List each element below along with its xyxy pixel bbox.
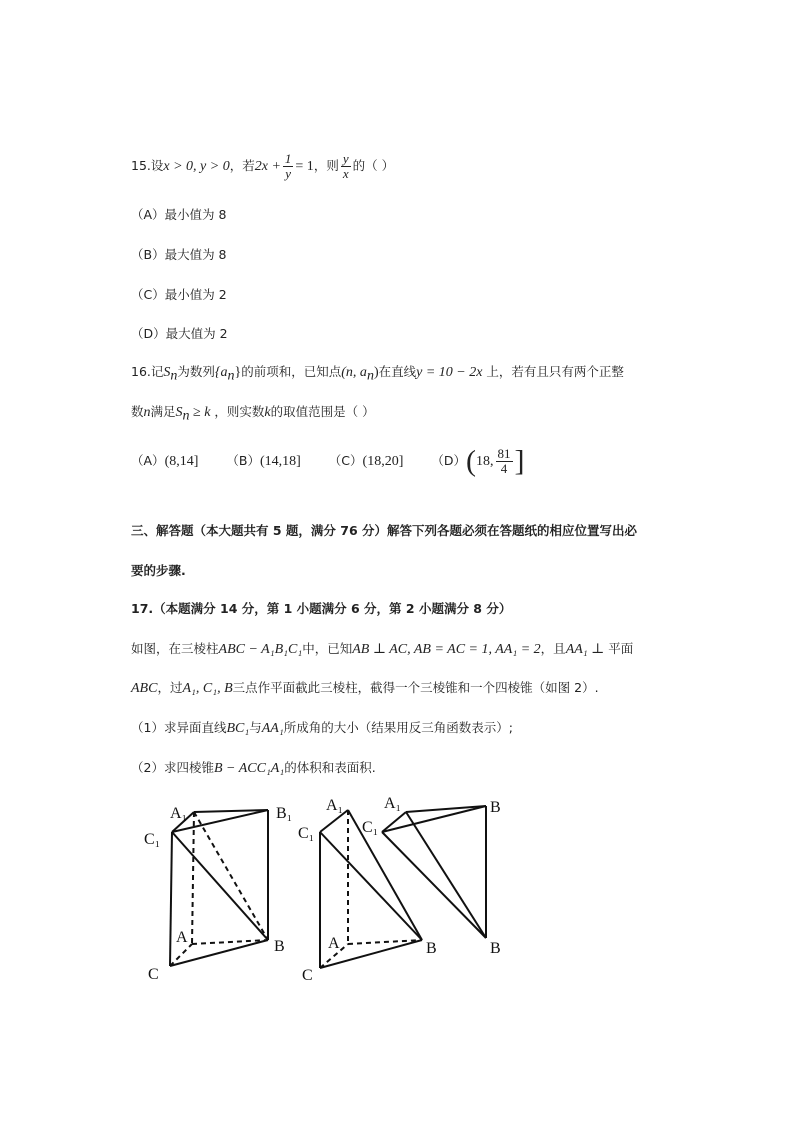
q15-fraction-2 [341, 152, 351, 181]
option-value: (8,14] [164, 454, 199, 469]
q16-option-d-fraction [496, 447, 513, 476]
q17-part1 [131, 719, 513, 738]
q16-text: 为数列 [177, 364, 215, 379]
subscript: n [182, 408, 190, 424]
figure-3-tetrahedron [382, 806, 486, 938]
q17-plane-abc: ABC [131, 681, 158, 696]
q16-point: (n, a [341, 365, 367, 380]
edge-a1-a-hidden [192, 812, 194, 944]
q16-k: k [264, 405, 271, 420]
q16-line-equation: y = 10 − 2x [416, 365, 483, 380]
option-label: （D） [431, 453, 466, 468]
q17-conditions: AB ⊥ AC, AB = AC = 1, AA₁ = 2 [352, 642, 541, 657]
q16-inequality-rest: ≥ k [189, 405, 211, 420]
q17-header: 17.（本题满分 14 分，第 1 小题满分 6 分，第 2 小题满分 8 分） [131, 601, 512, 616]
q15-text: ，则 [313, 158, 339, 173]
label-c1: C₁ [144, 831, 161, 848]
q16-n: n [143, 405, 151, 420]
label-b: B [426, 940, 437, 957]
edge-c1-b [320, 832, 422, 940]
label-b1: B₁ [276, 805, 293, 822]
q17-pyramid: B − ACC₁A₁ [213, 761, 285, 776]
q17-text: 平面 [604, 641, 634, 656]
q16-inequality-s: S [175, 405, 183, 420]
q17-stem-line1 [131, 640, 633, 659]
label-b-bottom: B [490, 940, 501, 957]
q15-stem [131, 152, 394, 181]
label-a1: A₁ [384, 795, 402, 812]
q15-eq-lhs: 2x + [254, 159, 281, 174]
q16-option-b [226, 452, 300, 471]
q16-sequence-close: } [234, 365, 242, 380]
label-c1: C₁ [362, 819, 379, 836]
q15-option-a: （A）最小值为 8 [131, 207, 227, 222]
option-value: 18, [476, 454, 494, 469]
edge-a1-b-bottom [406, 812, 486, 938]
edge-a1-b-hidden [194, 812, 268, 940]
label-c: C [302, 967, 313, 984]
q16-sn: S [163, 365, 171, 380]
q16-point-close: ) [373, 365, 379, 380]
q15-option-b: （B）最大值为 8 [131, 247, 227, 262]
q15-option-d: （D）最大值为 2 [131, 326, 228, 341]
fraction-denominator: 4 [500, 461, 508, 476]
q17-stem-line2 [131, 679, 599, 698]
label-c: C [148, 966, 159, 983]
section3-line1: 三、解答题（本大题共有 5 题，满分 76 分）解答下列各题必须在答题纸的相应位置写出必 [131, 523, 638, 538]
label-b-top: B [490, 799, 501, 816]
q17-text: 中，已知 [302, 641, 353, 656]
q16-options [131, 444, 553, 478]
q16-sequence: {a [214, 365, 228, 380]
edge-c1-c [170, 832, 172, 966]
label-c1: C₁ [298, 825, 315, 842]
q17-text: 如图，在三棱柱 [131, 641, 219, 656]
edge-c1-b [172, 832, 268, 940]
q16-text: 的取值范围是（ ） [270, 404, 375, 419]
q17-text: （1）求异面直线 [131, 720, 227, 735]
label-a1: A₁ [170, 805, 188, 822]
q16-text: 的前项和，已知点 [241, 364, 342, 379]
q15-eq-rhs: = 1 [295, 159, 314, 174]
q15-option-c: （C）最小值为 2 [131, 287, 227, 302]
q16-text: ，则实数 [210, 404, 265, 419]
q16-option-d [431, 444, 525, 478]
q16-text: 上，若有且只有两个正整 [482, 364, 624, 379]
q15-text: ，若 [229, 158, 255, 173]
q17-perpendicular: AA₁ ⊥ [565, 642, 605, 657]
q16-stem-line1 [131, 363, 624, 386]
q17-text: ，且 [540, 641, 566, 656]
q17-aa1: AA₁ [261, 721, 284, 736]
q16-stem-line2 [131, 403, 375, 426]
left-paren: ( [466, 444, 476, 478]
subscript: n [227, 368, 235, 384]
label-a1: A₁ [326, 797, 344, 814]
q15-prefix: 15.设 [131, 158, 164, 173]
option-label: （A） [131, 453, 165, 468]
q16-text: 16.记 [131, 364, 164, 379]
q15-suffix: 的（ ） [352, 158, 395, 173]
subscript: n [366, 368, 374, 384]
option-value: (18,20] [362, 454, 404, 469]
section3-line2: 要的步骤. [131, 563, 186, 578]
option-label: （C） [328, 453, 363, 468]
label-a: A [176, 929, 188, 946]
q17-bc1: BC₁ [226, 721, 250, 736]
q15-fraction-1 [283, 152, 294, 181]
q17-text: 三点作平面截此三棱柱，截得一个三棱锥和一个四棱锥（如图 2）. [232, 680, 599, 695]
right-bracket: ] [514, 444, 525, 478]
subscript: n [170, 368, 178, 384]
q17-text: 所成角的大小（结果用反三角函数表示）; [283, 720, 513, 735]
q16-option-c [329, 452, 404, 471]
q17-text: （2）求四棱锥 [131, 760, 214, 775]
q17-text: 与 [249, 720, 262, 735]
q17-text: ，过 [157, 680, 183, 695]
fraction-denominator: x [342, 166, 349, 181]
fraction-numerator: 1 [284, 151, 292, 166]
fraction-numerator: 81 [497, 446, 511, 461]
q16-text: 数 [131, 404, 144, 419]
edge-c1-b-bottom [382, 832, 486, 938]
option-value: (14,18] [259, 454, 301, 469]
q16-text: 在直线 [378, 364, 417, 379]
label-a: A [328, 935, 340, 952]
q15-condition: x > 0, y > 0 [163, 159, 230, 174]
q16-text: 满足 [150, 404, 176, 419]
q17-text: 的体积和表面积. [284, 760, 376, 775]
q17-figures [130, 788, 530, 988]
q17-points: A₁, C₁, B [182, 681, 233, 696]
label-b: B [274, 938, 285, 955]
option-label: （B） [226, 453, 260, 468]
q17-part2 [131, 759, 376, 778]
fraction-denominator: y [285, 166, 292, 181]
q17-prism: ABC − A₁B₁C₁ [218, 642, 303, 657]
q16-option-a [131, 452, 198, 471]
fraction-numerator: y [342, 151, 349, 166]
